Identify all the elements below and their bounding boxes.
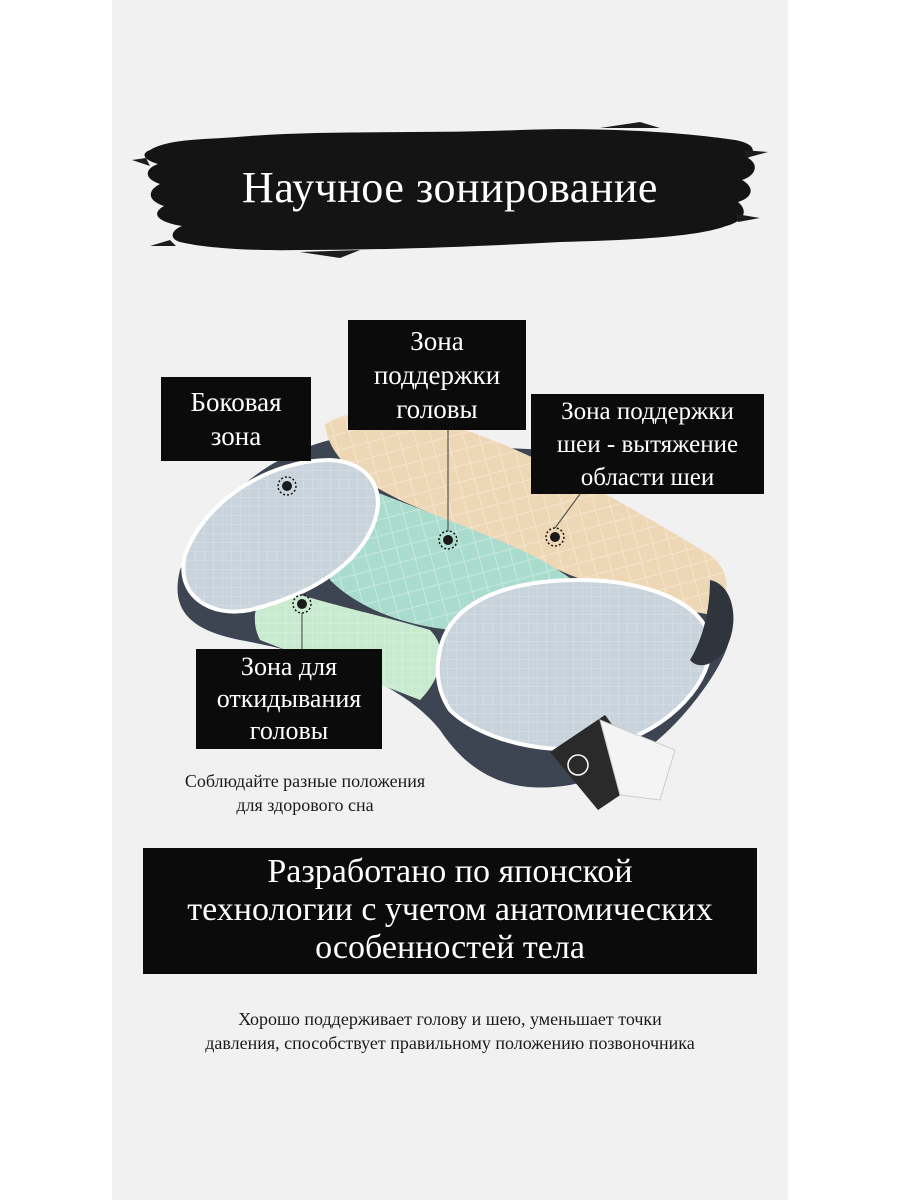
support-caption-line1: Хорошо поддерживает голову и шею, уменьшает точки: [238, 1009, 662, 1029]
label-head-support-zone: [348, 320, 526, 430]
highlight-line3: особенностей тела: [315, 929, 585, 966]
label-neck-line3: области шеи: [580, 463, 715, 491]
page-title: Научное зонирование: [242, 163, 658, 212]
label-neck-line2: шеи - вытяжение: [556, 430, 739, 458]
label-neck-line1: Зона поддержки: [561, 397, 734, 425]
label-side-line2: зона: [210, 421, 262, 451]
technology-highlight-box: [143, 848, 757, 974]
highlight-line2: технологии с учетом анатомических: [187, 891, 713, 928]
label-side-zone: [161, 377, 311, 461]
label-head-line3: головы: [396, 394, 478, 424]
label-tilt-line2: откидывания: [216, 684, 362, 713]
label-neck-support-zone: [531, 394, 764, 494]
support-caption: [140, 1007, 760, 1055]
label-tilt-line3: головы: [249, 716, 329, 745]
label-head-line1: Зона: [410, 326, 464, 356]
positions-caption-line2: для здорового сна: [236, 795, 374, 815]
label-tilt-back-zone: [196, 649, 382, 749]
positions-caption-line1: Соблюдайте разные положения: [184, 771, 426, 791]
label-side-line1: Боковая: [190, 387, 282, 417]
brush-stroke-banner: [0, 0, 900, 270]
label-head-line2: поддержки: [373, 360, 501, 390]
positions-caption: [130, 769, 480, 817]
support-caption-line2: давления, способствует правильному положению позвоночника: [205, 1033, 695, 1053]
label-tilt-line1: Зона для: [240, 652, 338, 681]
highlight-line1: Разработано по японской: [267, 853, 633, 890]
